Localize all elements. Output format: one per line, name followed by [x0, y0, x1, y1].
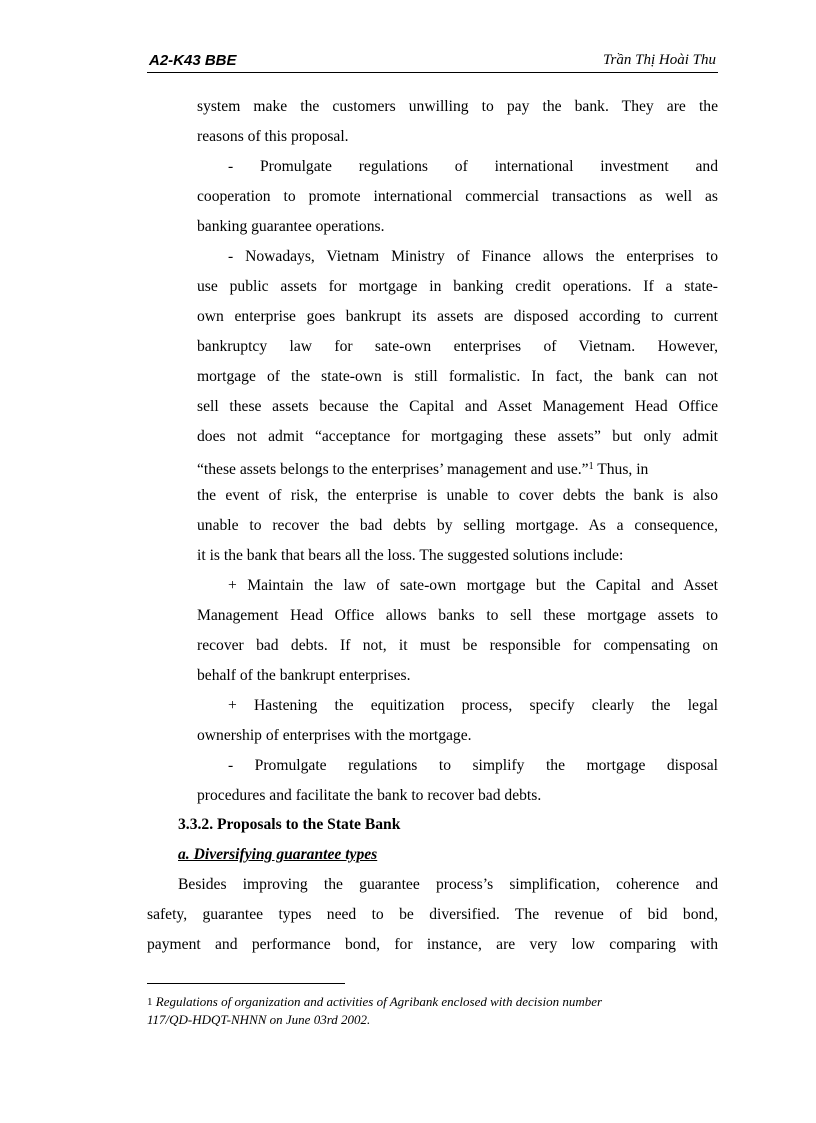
subheading: a. Diversifying guarantee types — [178, 846, 378, 863]
text-line: safety, guarantee types need to be diversified. The revenue of bid bond, — [147, 906, 718, 923]
text-line: - Promulgate regulations to simplify the mortgage disposal — [228, 757, 718, 774]
footnote-mark: 1 — [147, 996, 153, 1008]
section-heading: 3.3.2. Proposals to the State Bank — [178, 816, 401, 833]
text-line: cooperation to promote international commercial transactions as well as — [197, 188, 718, 205]
text-line: bankruptcy law for sate-own enterprises of Vietnam. However, — [197, 338, 718, 355]
text-line: payment and performance bond, for instance, are very low comparing with — [147, 936, 718, 953]
text-segment: Thus, in — [593, 461, 649, 478]
text-line: system make the customers unwilling to pay the bank. They are the — [197, 98, 718, 115]
text-line: + Hastening the equitization process, specify clearly the legal — [228, 697, 718, 714]
text-line: reasons of this proposal. — [197, 128, 349, 145]
text-line: sell these assets because the Capital and Asset Management Head Office — [197, 398, 718, 415]
text-line: ownership of enterprises with the mortgage. — [197, 727, 472, 744]
text-line: - Promulgate regulations of international investment and — [228, 158, 718, 175]
text-line: mortgage of the state-own is still formalistic. In fact, the bank can not — [197, 368, 718, 385]
text-line: the event of risk, the enterprise is unable to cover debts the bank is also — [197, 487, 718, 504]
text-line: banking guarantee operations. — [197, 218, 385, 235]
footnote-reference: 1 — [588, 461, 594, 472]
header-left: A2-K43 BBE — [149, 52, 237, 69]
text-line: Management Head Office allows banks to sell these mortgage assets to — [197, 607, 718, 624]
text-line: does not admit “acceptance for mortgaging these assets” but only admit — [197, 428, 718, 445]
page-header — [147, 50, 718, 73]
text-line: + Maintain the law of sate-own mortgage but the Capital and Asset — [228, 577, 718, 594]
text-line-with-footnote — [197, 457, 718, 480]
text-line: unable to recover the bad debts by selling mortgage. As a consequence, — [197, 517, 718, 534]
text-line: behalf of the bankrupt enterprises. — [197, 667, 411, 684]
text-line: procedures and facilitate the bank to recover bad debts. — [197, 787, 542, 804]
text-line: Besides improving the guarantee process’s simplification, coherence and — [178, 876, 718, 893]
text-line: it is the bank that bears all the loss. The suggested solutions include: — [197, 547, 624, 564]
footnote-line — [147, 993, 718, 1011]
footnote-text: Regulations of organization and activities of Agribank enclosed with decision number — [155, 994, 603, 1009]
header-author: Trần Thị Hoài Thu — [603, 52, 716, 68]
text-line: recover bad debts. If not, it must be responsible for compensating on — [197, 637, 718, 654]
text-line: own enterprise goes bankrupt its assets are disposed according to current — [197, 308, 718, 325]
footnote-line: 117/QD-HDQT-NHNN on June 03rd 2002. — [147, 1012, 371, 1027]
text-segment: “these assets belongs to the enterprises’ management and use.” — [197, 461, 589, 478]
footnote-separator — [147, 983, 345, 984]
text-line: use public assets for mortgage in banking credit operations. If a state- — [197, 278, 718, 295]
text-line: - Nowadays, Vietnam Ministry of Finance allows the enterprises to — [228, 248, 718, 265]
